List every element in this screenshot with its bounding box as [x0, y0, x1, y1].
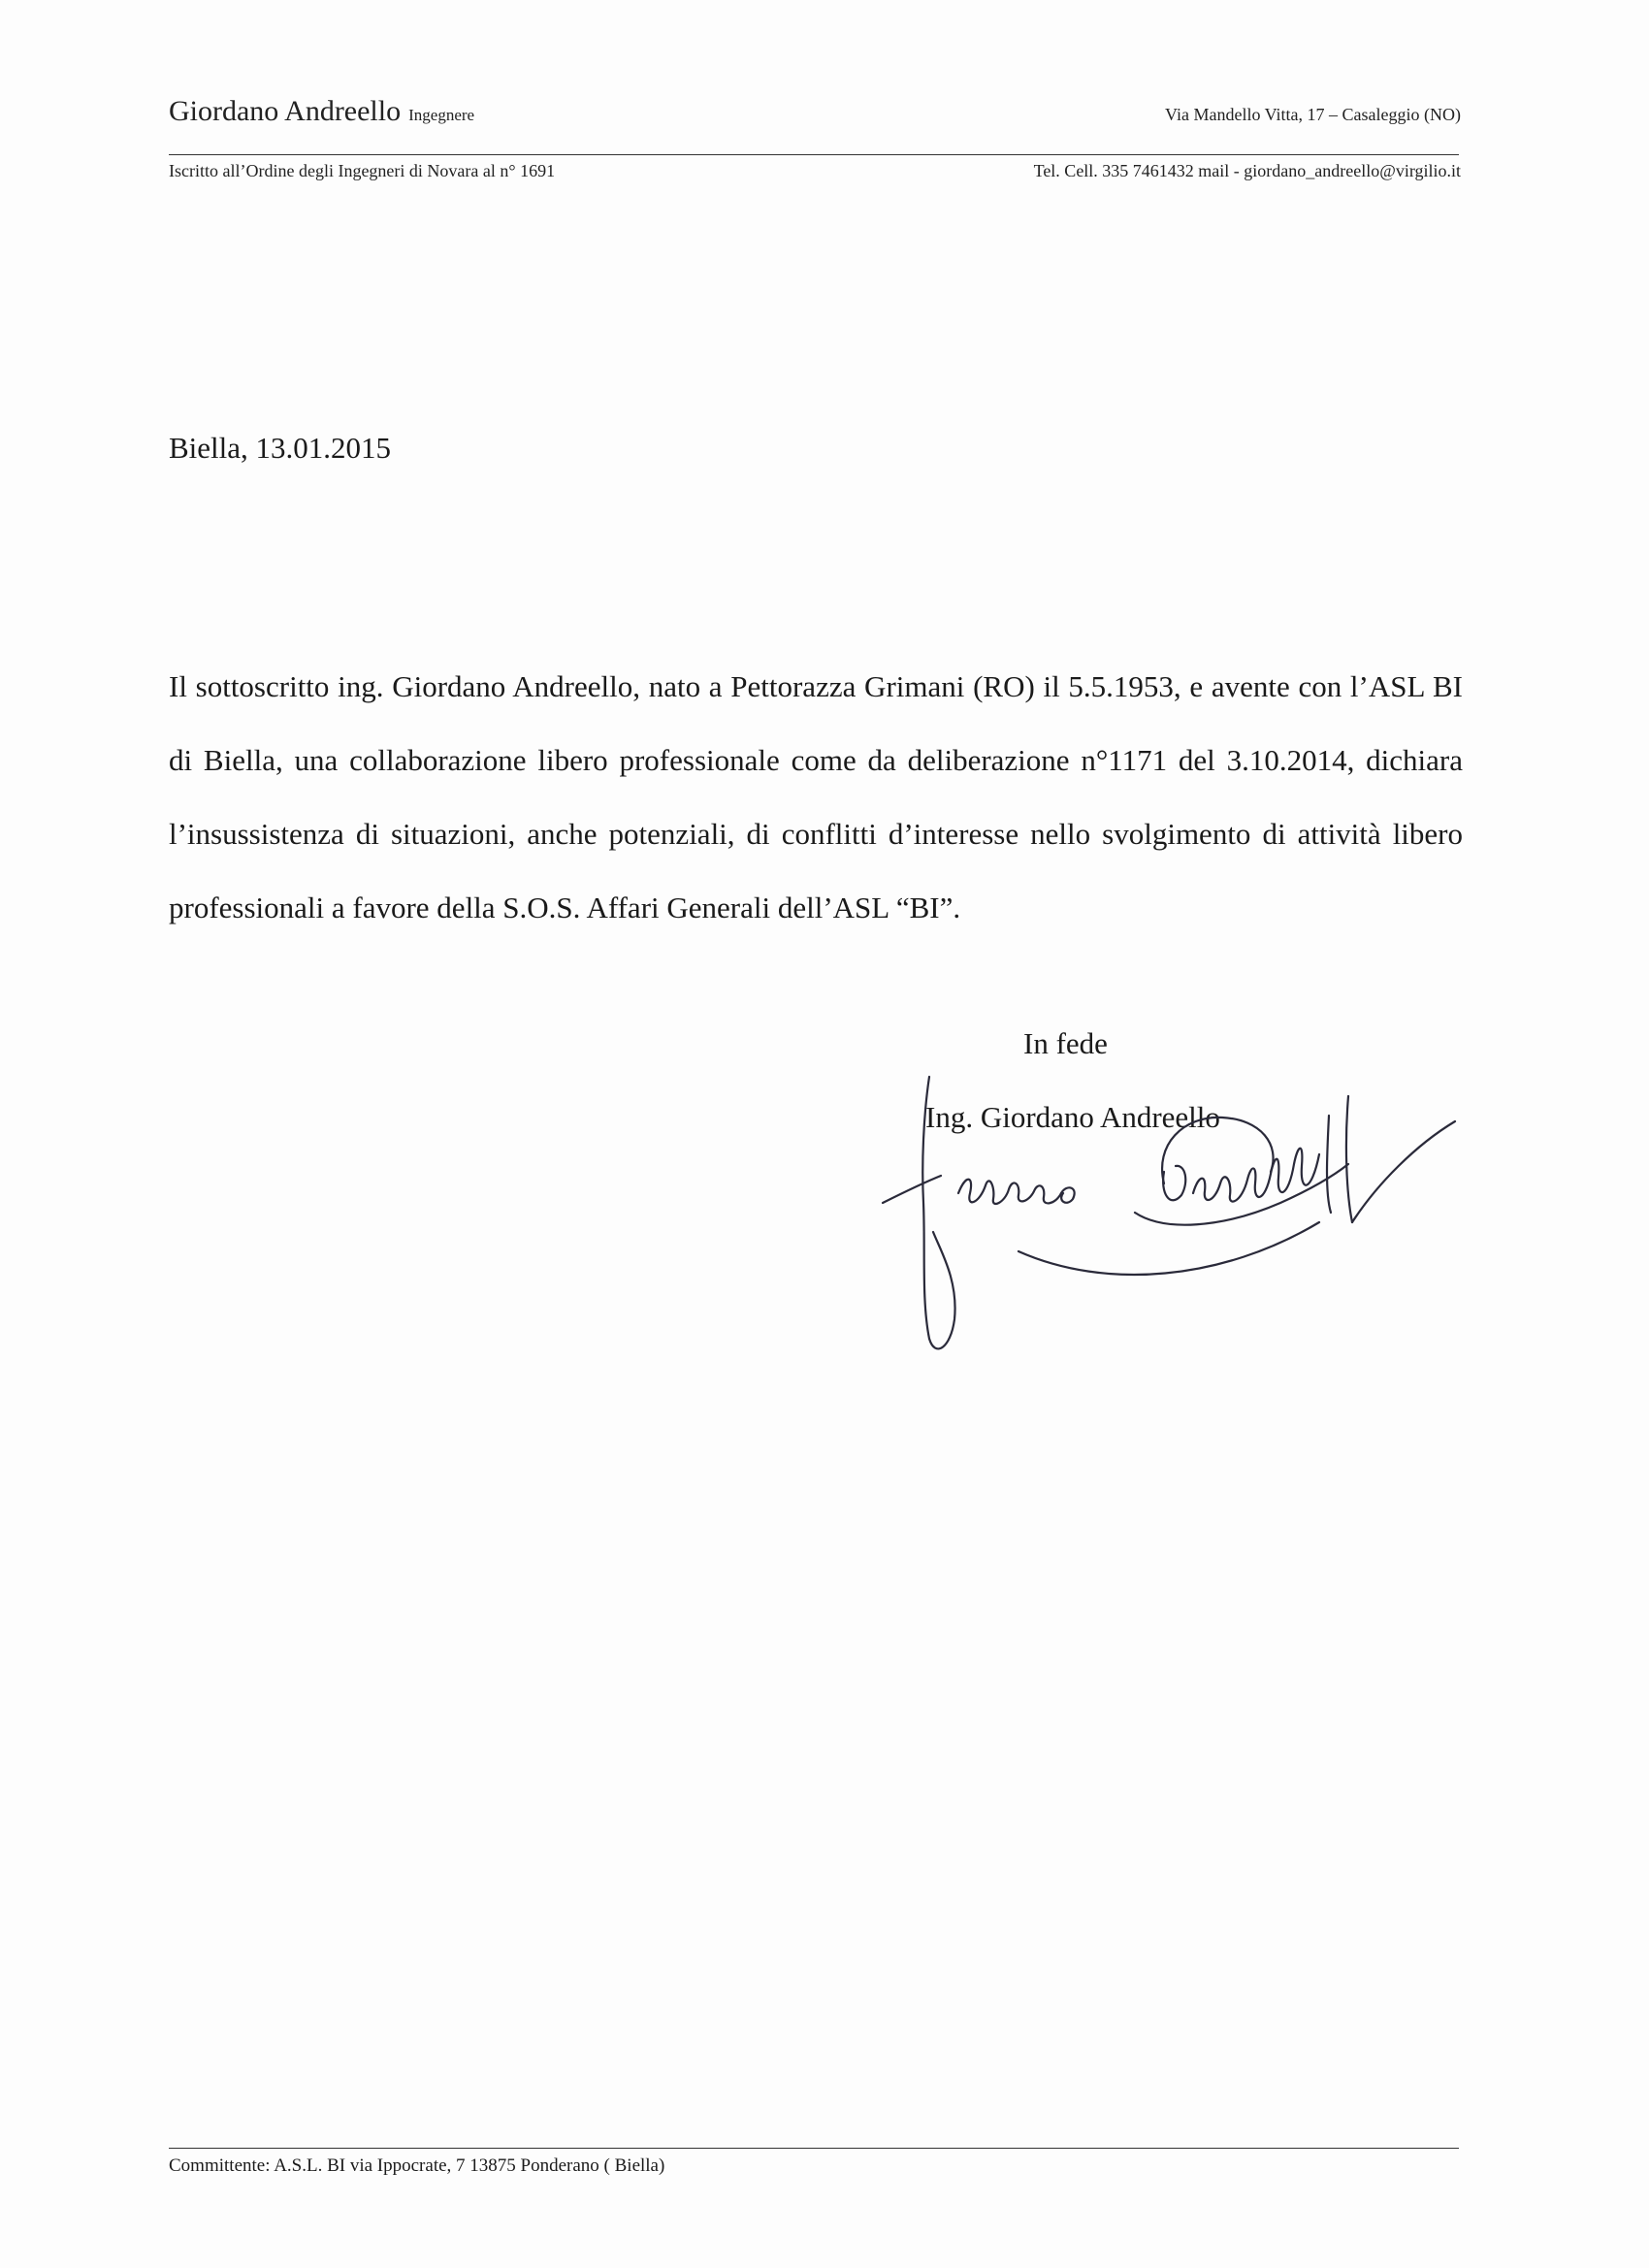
letterhead-register: Iscritto all’Ordine degli Ingegneri di Novara al n° 1691: [169, 161, 556, 180]
letterhead-name: [169, 95, 474, 128]
footer-divider: [169, 2148, 1459, 2149]
signer-name: Ing. Giordano Andreello: [925, 1100, 1220, 1134]
place-date: Biella, 13.01.2015: [169, 431, 392, 465]
closing-salutation: In fede: [1023, 1026, 1108, 1060]
letterhead-name-text: Giordano Andreello: [169, 95, 402, 127]
footer-client: Committente: A.S.L. BI via Ippocrate, 7 13875 Ponderano ( Biella): [169, 2155, 665, 2176]
letterhead-role: Ingegnere: [408, 106, 475, 124]
letterhead-contacts: Tel. Cell. 335 7461432 mail - giordano_andreello@virgilio.it: [1033, 161, 1461, 180]
header-divider: [169, 154, 1459, 155]
letterhead-address: Via Mandello Vitta, 17 – Casaleggio (NO): [1165, 105, 1461, 124]
declaration-body: Il sottoscritto ing. Giordano Andreello, nato a Pettorazza Grimani (RO) il 5.5.1953, e avente con l’ASL BI di Biella, una collaborazione libero professionale come da deliberazione n°1171 del 3.10.2014, dichiara l’insussistenza di situazioni, anche potenziali, di conflitti d’interesse nello svolgimento di attività libero professionali a favore della S.O.S. Affari Generali dell’ASL “BI”.: [169, 669, 1463, 924]
signature-icon: [873, 1057, 1474, 1368]
